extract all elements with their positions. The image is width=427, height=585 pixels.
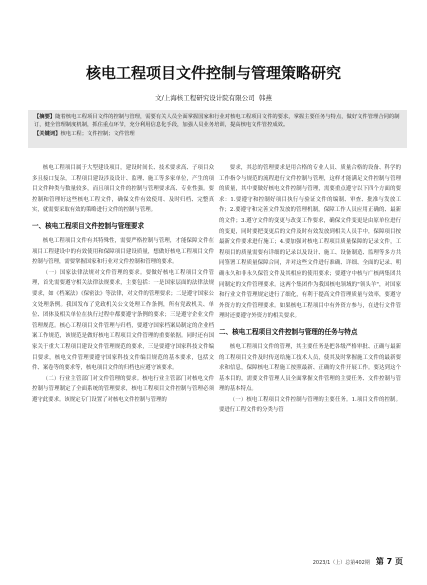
- body-paragraph: （一）核电工程项目文件控制与管理的主要任务。1.项目文件的控制。要进行工程文件的分类与管: [219, 396, 401, 414]
- abstract-label: 【摘要】: [34, 114, 56, 120]
- keywords: [34, 130, 401, 138]
- author-affiliation: 文/上海核工程研究设计院有限公司: [155, 94, 255, 102]
- page-number: 第 7 页: [375, 557, 403, 566]
- page-footer: [313, 556, 403, 567]
- body-paragraph: 核电工程项目文件的管理，其主要任务是把各级严格审批、正确与最新的工程项目文件及时传送给施工技术人员，使其及时掌握施工文件的最新要求和信息，保障核电工程施工按照最新、正确的文件开展工作。要达到这个基本目的，需要文件管理人员全面掌握文件管理的主要任务、文件控制与管理的基本特点。: [219, 343, 401, 393]
- body-paragraph: 核电工程项目文件有其特殊性，需要严格控制与管理，才能保障文件在项目工程建设中的有效使用和保障项目建设质量，想做好核电工程项目文件控制与管理，需要掌握国家和行业对文件控制和管理的要求。: [32, 237, 214, 266]
- author-name: 韩燕: [258, 94, 272, 102]
- section-heading-2: 二、核电工程项目文件控制与管理的任务与特点: [219, 327, 358, 336]
- body-paragraph: 要求，其总的管理要求是用合格的专业人员、质量合格的设备、科学的工作指令与规范的流程进行文件控制与管理，这样才能满足文件控制与管理的质量，其中要做好核电文件控制与管理，需要重点遵守以下四个方面的要求：1.要遵守和控制好项目执行与验证文件的编制、审查、批准与发放工作；2.要遵守和完善文件发放的管理机制，保障工作人员应用正确的、最新的文件；3.遵守文件的变更与改变工作要求，确保文件变更是由原单位进行的变更，同时要把变更后的文件及时有效发放到相关人员手中，保障项目按最新文件要求进行施工；4.要加强对核电工程项目质量保障的记录文件，工程项目的质量需要有详细的记录以及设计、施工、设备制造、监理等多方共同签署工程质量保障合同，并对这些文件进行准确、详细、全面的记录、明确永久和非永久保管文件及其相应的使用要求；要遵守中核与广核两集团共同制定的文件管理要求。这两个集团作为我国核电领域的"领头羊"，对国家和行业文件管理规定进行了细化，有利于提高文件管理质量与效率，要遵守外资方的文件管理要求。如果核电工程项目中有外资方参与，在进行文件管理时还要遵守外资方的相关要求。: [219, 165, 401, 320]
- section-heading-1: 一、核电工程项目文件控制与管理要求: [32, 221, 145, 230]
- keywords-label: 【关键词】: [34, 131, 61, 137]
- body-paragraph: （二）行业主管部门对文件管理的要求。核电行业主管部门对核电文件控制与管理制定了全面系统的管理要求，核电工程项目文件控制与管理必须遵守此要求。该规定专门设置了对核电文件控制与管理的: [32, 375, 214, 403]
- right-column: [219, 163, 401, 416]
- issue-info: 2023/1（上）总第402期: [312, 560, 370, 566]
- abstract-text: 随着核电工程项目文件的控制与管理，需要有关人员全面掌握国家和行业对核电工程项目文件的要求，掌握主要任务与特点，做好文件管理合同的制订，健全管理制度机制，抓住重点环节，充分利用信息化手段，加强人员业务培训，提高核电文件管控成效。: [34, 114, 400, 128]
- byline: [0, 93, 427, 102]
- article-title: 核电工程项目文件控制与管理策略研究: [85, 64, 341, 82]
- body-paragraph: （一）国家法律法规对文件管理的要求。要做好核电工程项目文件管理，首先需要遵守相关法律法规要求，主要包括：一是国家层面的法律法规要求，如《档案法》《保密法》等法律，对文件的管理要求；二是遵守国家公文处理条例。我国发布了党政机关公文处理工作条例，所有党政机关、单位、团体及相关单位在执行过程中都要遵守条例的要求；三是遵守企业文件管理规范。核心工程项目文件管理与归档，要遵守国家档案局制定的企业档案工作规范，该规范是做好核电工程项目文件管理的重要依据。同时还有国家关于重大工程项目建设文件管理规范的要求，三是要遵守国家科技文件编目要求，核电文件管理要遵守国家科技文件编目规范的基本要求，包括文件、案卷等的要求等，核电项目文件的归档也应遵守该要求。: [32, 269, 214, 372]
- abstract-box: [28, 110, 407, 148]
- left-column: [32, 163, 214, 405]
- intro-paragraph: 核电工程项目属于大型建设项目，建设时间长、技术要求高、子项目众多且接口复杂，工程项目建设涉及设计、监理、施工等多家单位，产生的项目文件种类与数量较多，而且项目文件的控制与管理要求高、专业性强。要控制和管理好这些核电工程文件，确保文件有效使用、及时归档、完整真实，就需要采取有效的策略进行文件的控制与管理。: [32, 165, 214, 214]
- keywords-text: 核电工程；文件控制；文件管理: [60, 131, 135, 137]
- abstract: [34, 113, 401, 129]
